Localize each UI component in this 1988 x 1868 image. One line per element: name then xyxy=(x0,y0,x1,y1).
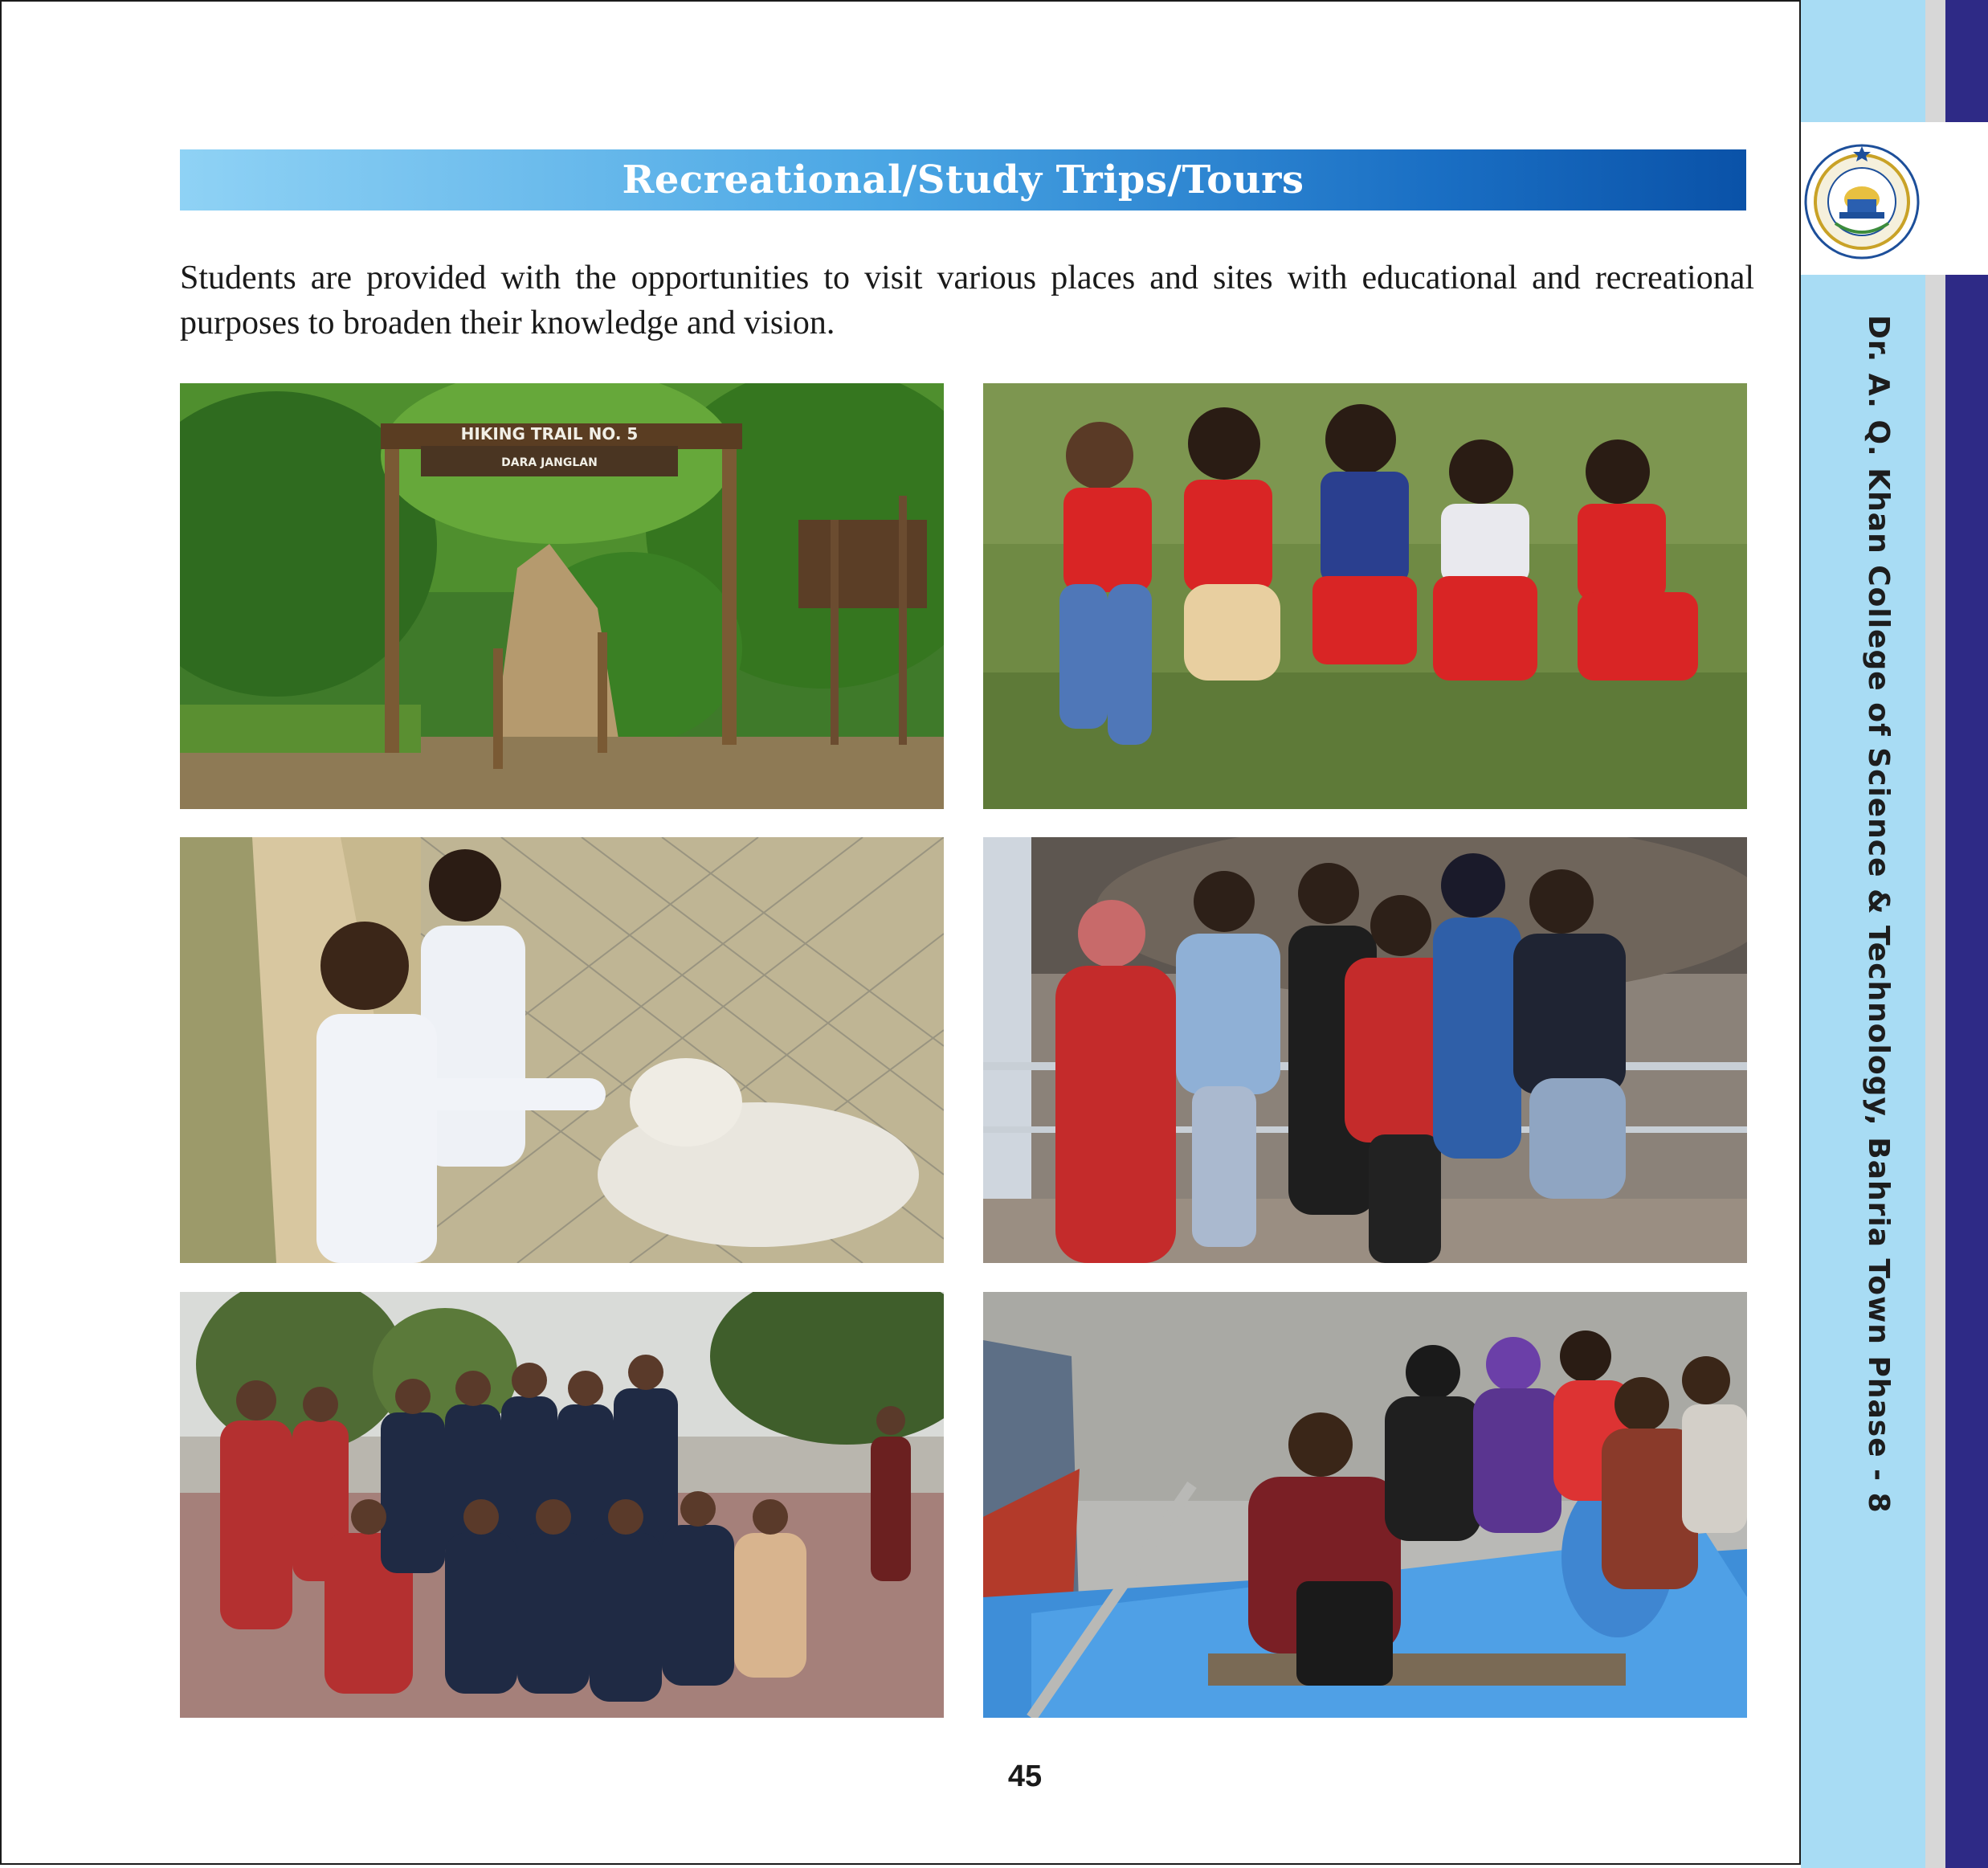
trail-sign-line1: HIKING TRAIL NO. 5 xyxy=(460,424,639,443)
photo-feeding-animals xyxy=(180,837,944,1263)
intro-paragraph: Students are provided with the opportunities to visit various places and sites with educational and recreational purposes to broaden their knowledge and vision. xyxy=(180,260,1754,341)
photo-children-on-grass xyxy=(983,383,1747,809)
sidebar-gray-band xyxy=(1925,0,1945,1868)
sidebar-college-name: Dr. A. Q. Khan College of Science & Technology, Bahria Town Phase - 8 xyxy=(1862,315,1895,1514)
photo-boat-ride xyxy=(983,1292,1747,1718)
trail-sign-line2: DARA JANGLAN xyxy=(501,456,598,469)
photo-large-group-outdoors xyxy=(180,1292,944,1718)
photo-hiking-trail xyxy=(180,383,944,809)
section-title: Recreational/Study Trips/Tours xyxy=(622,157,1304,202)
college-logo xyxy=(1803,143,1921,260)
section-title-bar xyxy=(180,149,1746,211)
sidebar-navy-band xyxy=(1945,0,1988,1868)
page-number: 45 xyxy=(1007,1760,1043,1793)
photo-students-group-exhibit xyxy=(983,837,1747,1263)
